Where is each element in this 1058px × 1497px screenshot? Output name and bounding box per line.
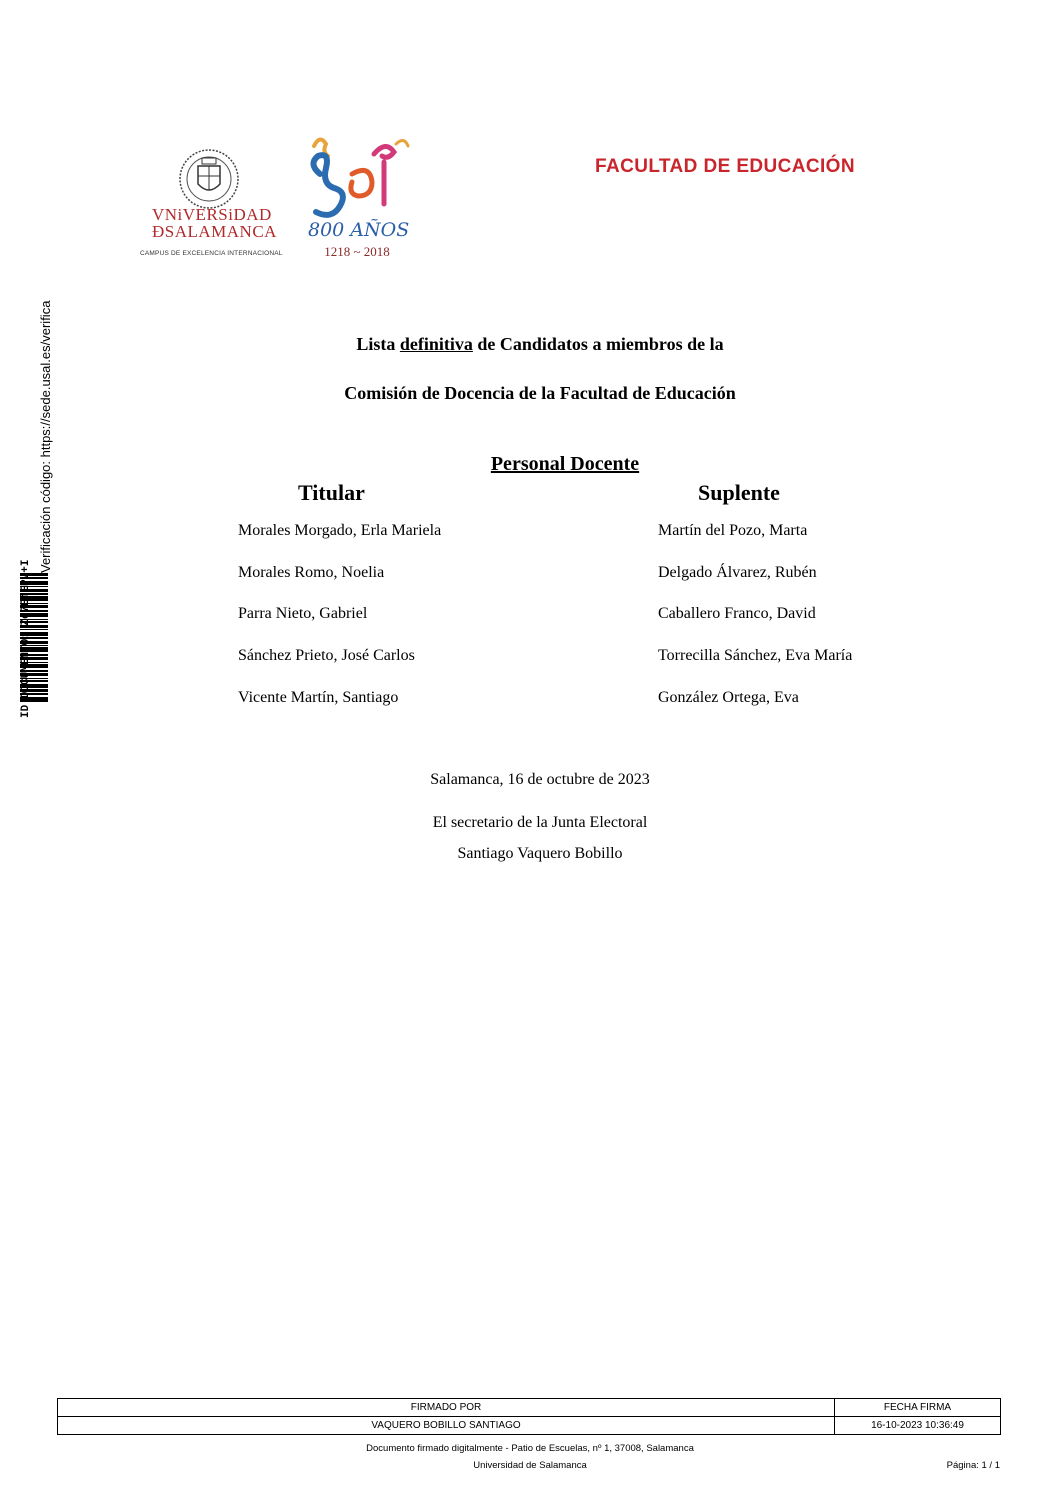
university-subtitle: CAMPUS DE EXCELENCIA INTERNACIONAL	[140, 250, 283, 257]
titulares-list	[238, 520, 441, 728]
list-item: González Ortega, Eva	[658, 688, 799, 706]
signature-date: 16-10-2023 10:36:49	[835, 1417, 1001, 1435]
list-item: Delgado Álvarez, Rubén	[658, 563, 817, 581]
suplentes-list	[658, 520, 852, 728]
anniversary-800-logo	[300, 134, 420, 262]
list-item: Caballero Franco, David	[658, 605, 816, 623]
verification-url[interactable]: Verificación código: https://sede.usal.es/verifica	[38, 300, 53, 573]
list-item: Morales Romo, Noelia	[238, 563, 385, 581]
place-date: Salamanca, 16 de octubre de 2023	[430, 771, 650, 788]
column-heading-titular: Titular	[298, 480, 365, 505]
anniversary-text: 800 AÑOS	[308, 219, 410, 241]
column-heading-suplente: Suplente	[698, 480, 780, 505]
signer-name: VAQUERO BOBILLO SANTIAGO	[58, 1417, 835, 1435]
list-item: Morales Morgado, Erla Mariela	[238, 522, 442, 539]
university-name: VNiVERSiDAD ÐSALAMANCA	[152, 205, 277, 241]
signature-date-header: FECHA FIRMA	[835, 1399, 1001, 1417]
document-id: ID DOCUMENTO: Zc7EfEPv+I	[20, 559, 32, 718]
signed-by-header: FIRMADO POR	[58, 1399, 835, 1417]
document-title-line1: Lista definitiva de Candidatos a miembros de la	[356, 334, 724, 354]
page-number: Página: 1 / 1	[946, 1460, 1000, 1471]
list-item: Martín del Pozo, Marta	[658, 522, 808, 539]
list-item: Torrecilla Sánchez, Eva María	[658, 647, 853, 665]
verification-stamp	[20, 273, 54, 718]
signature-table	[57, 1398, 1001, 1435]
list-item: Sánchez Prieto, José Carlos	[238, 647, 415, 665]
university-crest-logo	[178, 148, 240, 210]
section-title: Personal Docente	[490, 453, 640, 475]
anniversary-years: 1218 ~ 2018	[324, 244, 390, 259]
faculty-title: FACULTAD DE EDUCACIÓN	[595, 156, 855, 177]
list-item: Vicente Martín, Santiago	[238, 688, 399, 706]
footer-address: Documento firmado digitalmente - Patio de Escuelas, nº 1, 37008, Salamanca	[366, 1443, 694, 1454]
secretary-role: El secretario de la Junta Electoral	[432, 814, 648, 831]
secretary-name: Santiago Vaquero Bobillo	[457, 845, 623, 862]
document-title-line2: Comisión de Docencia de la Facultad de Educación	[344, 383, 736, 403]
footer-institution: Universidad de Salamanca	[473, 1460, 587, 1471]
list-item: Parra Nieto, Gabriel	[238, 605, 368, 623]
